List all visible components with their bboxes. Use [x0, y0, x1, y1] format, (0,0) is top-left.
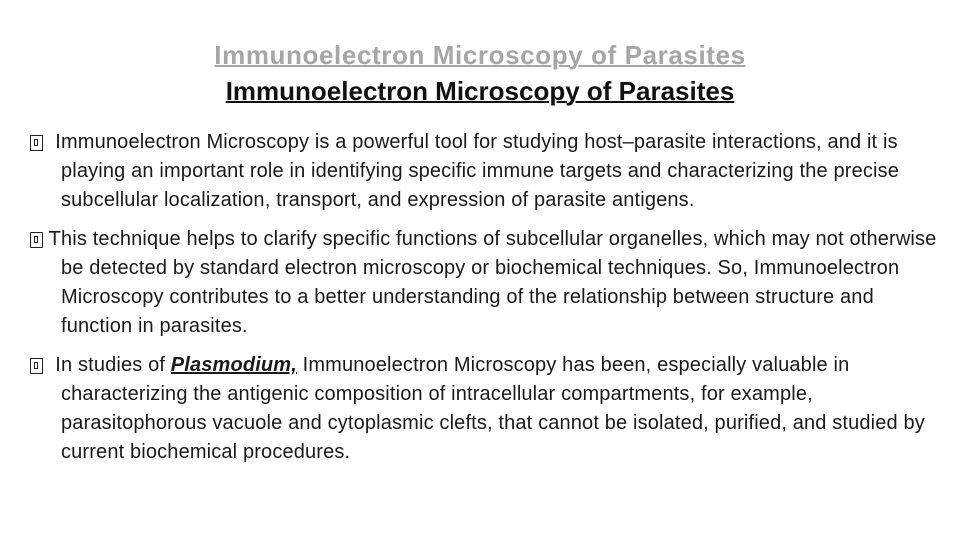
missing-glyph-icon [30, 232, 43, 248]
page-title: Immunoelectron Microscopy of Parasites [225, 76, 735, 106]
bullet-first-letter: I [55, 354, 61, 376]
missing-glyph-icon [30, 358, 43, 374]
bullet-first-letter: I [55, 131, 61, 153]
bullet-text-lead: n studies of [61, 354, 171, 376]
missing-glyph-icon [30, 135, 43, 151]
bullet-item-2 [30, 225, 945, 341]
bullet-first-letter: T [48, 228, 61, 250]
bullet-text: his technique helps to clarify specific functions of subcellular organelles, which may not otherwise be detected by standard electron microscopy or biochemical techniques. So, Immunoelectron Microscopy contributes to a better understanding of the relationship between structure and function in parasites. [61, 228, 937, 337]
bullet-item-1 [30, 128, 945, 215]
title-shadow: Immunoelectron Microscopy of Parasites [214, 40, 746, 70]
bullet-item-3 [30, 351, 945, 467]
organism-term: Plasmodium, [170, 354, 297, 376]
bullet-list [30, 128, 945, 477]
bullet-text: mmunoelectron Microscopy is a powerful tool for studying host–parasite interactions, and it is playing an important role in identifying specific immune targets and characterizing the precise subcellular localization, transport, and expression of parasite antigens. [61, 131, 900, 211]
bullet-text: Immunoelectron Microscopy has been, especially valuable in characterizing the antigenic composition of intracellular compartments, for example, parasitophorous vacuole and cytoplasmic clefts, that cannot be isolated, purified, and studied by current biochemical procedures. [61, 354, 925, 463]
